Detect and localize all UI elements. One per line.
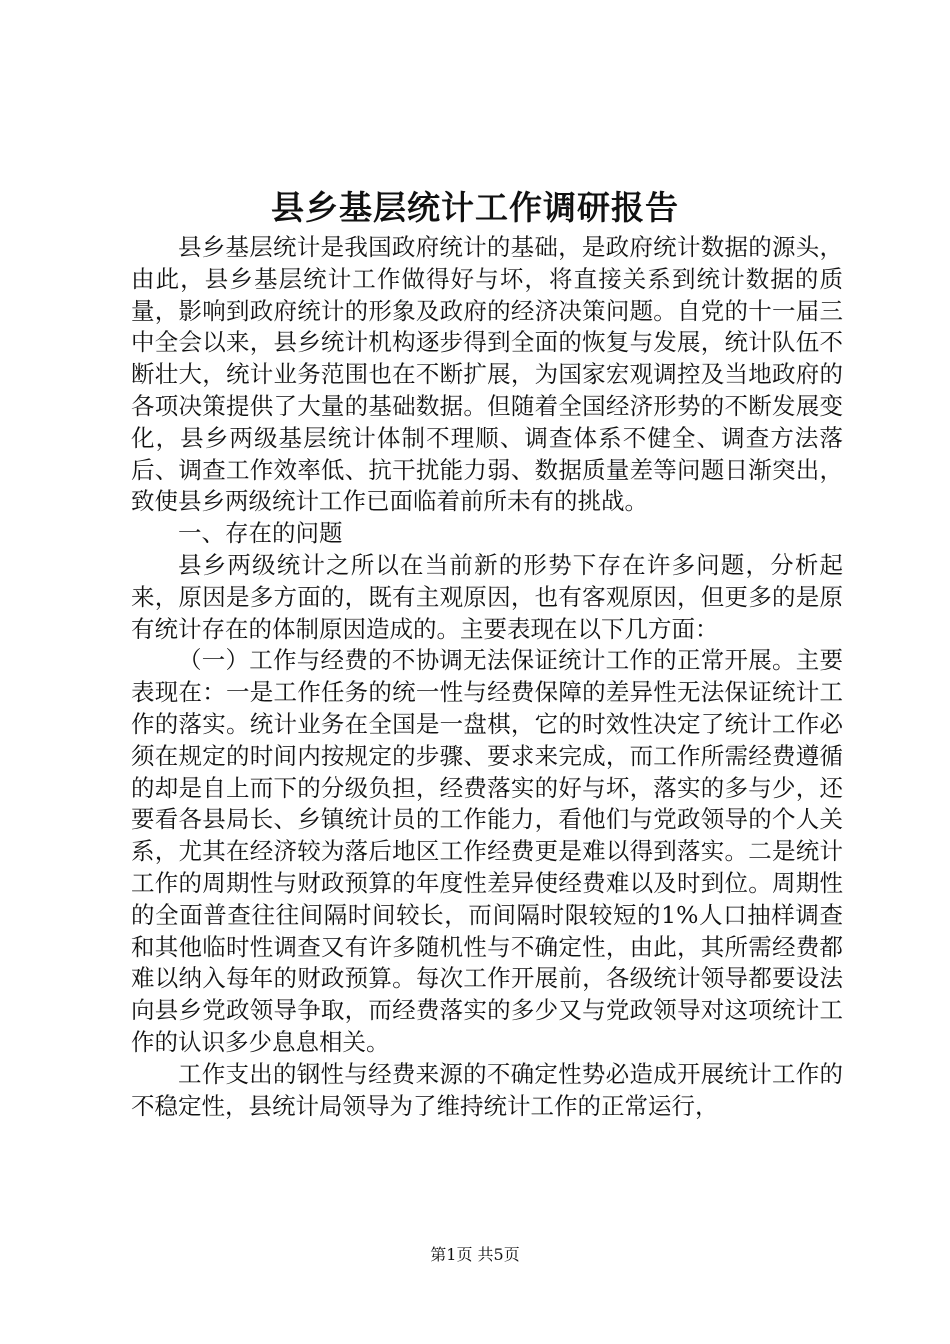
paragraph-funding: （一）工作与经费的不协调无法保证统计工作的正常开展。主要表现在：一是工作任务的统一性与经费保障的差异性无法保证统计工作的落实。统计业务在全国是一盘棋，它的时效性决定了统计工作必须在规定的时间内按规定的步骤、要求来完成，而工作所需经费遵循的却是自上而下的分级负担，经费落实的好与坏，落实的多与少，还要看各县局长、乡镇统计员的工作能力，看他们与党政领导的个人关系，尤其在经济较为落后地区工作经费更是难以得到落实。二是统计工作的周期性与财政预算的年度性差异使经费难以及时到位。周期性的全面普查往往间隔时间较长，而间隔时限较短的1%人口抽样调查和其他临时性调查又有许多随机性与不确定性，由此，其所需经费都难以纳入每年的财政预算。每次工作开展前，各级统计领导都要设法向县乡党政领导争取，而经费落实的多少又与党政领导对这项统计工作的认识多少息息相关。 [131, 646, 843, 1056]
paragraph-expenditure: 工作支出的钢性与经费来源的不确定性势必造成开展统计工作的不稳定性，县统计局领导为了维持统计工作的正常运行， [131, 1059, 843, 1120]
document-title: 县乡基层统计工作调研报告 [271, 188, 679, 227]
section-heading-problems: 一、存在的问题 [178, 519, 343, 548]
paragraph-causes: 县乡两级统计之所以在当前新的形势下存在许多问题，分析起来，原因是多方面的，既有主观原因，也有客观原因，但更多的是原有统计存在的体制原因造成的。主要表现在以下几方面： [131, 550, 843, 643]
page-number-footer: 第1页 共5页 [430, 1245, 520, 1264]
paragraph-intro: 县乡基层统计是我国政府统计的基础，是政府统计数据的源头，由此，县乡基层统计工作做得好与坏，将直接关系到统计数据的质量，影响到政府统计的形象及政府的经济决策问题。自党的十一届三中全会以来，县乡统计机构逐步得到全面的恢复与发展，统计队伍不断壮大，统计业务范围也在不断扩展，为国家宏观调控及当地政府的各项决策提供了大量的基础数据。但随着全国经济形势的不断发展变化，县乡两级基层统计体制不理顺、调查体系不健全、调查方法落后、调查工作效率低、抗干扰能力弱、数据质量差等问题日渐突出，致使县乡两级统计工作已面临着前所未有的挑战。 [131, 233, 843, 516]
document-body [131, 232, 843, 1122]
